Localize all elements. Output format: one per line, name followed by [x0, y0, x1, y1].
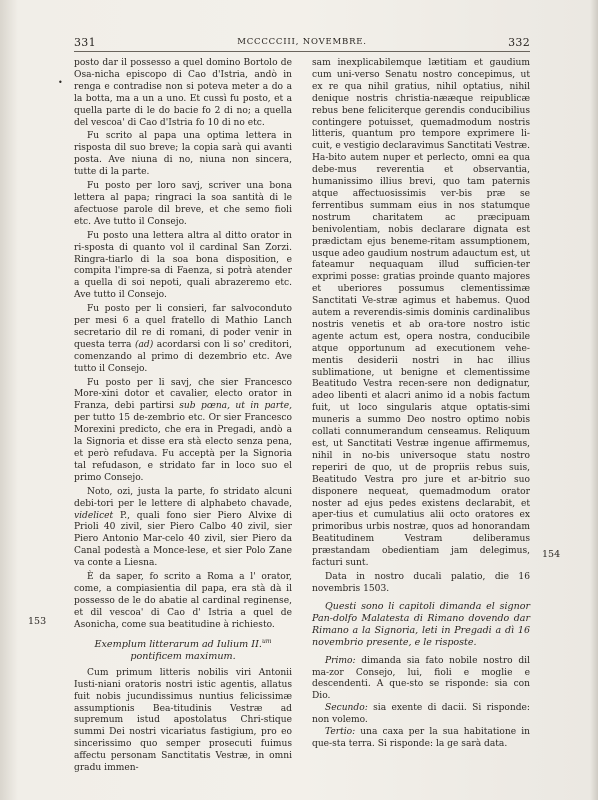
page-header — [74, 36, 530, 50]
paragraph: Fu scrito al papa una optima lettera in risposta dil suo breve; la copia sarà qui avanti posta. Ave niuna di no, niuna non sincera, tutte di la parte. — [74, 131, 292, 178]
page-number-left: 331 — [74, 36, 96, 49]
paragraph: Noto, ozi, justa la parte, fo stridato alcuni debi-tori per le lettere di alphabeto chavade, videlicet P., quali fono sier Piero Alvixe di Prioli 40 zivil, sier Piero Calbo 40 zivil, sier Piero Antonio Mar-celo 40 zivil, sier Piero da Canal podestà a Monce-lese, et sier Polo Zane va conte a Liesna. — [74, 486, 292, 569]
paragraph: Fu posto per li consieri, far salvoconduto per mesi 6 a quel fratello di Mathio Lanch secretario dil re di romani, di poder venir in questa terra (ad) acordarsi con li so' creditori, comenzando al primo di dezembrio etc. Ave tutto il Consejo. — [74, 304, 292, 374]
paragraph: Fu posto per loro savj, scriver una bona lettera al papa; ringraci la soa santità di le afectuose parole dil breve, et che semo fioli etc. Ave tutto il Consejo. — [74, 181, 292, 227]
paragraph: Fu posto una lettera altra al ditto orator in ri-sposta di quanto vol il cardinal San Zorzi. Ringra-tiarlo di la soa bona disposition, e compita l'impre-sa di Faenza, si potrà atender a quella di soi nepoti, quali abrazeremo etc. Ave tutto il Consejo. — [74, 230, 292, 301]
margin-dot: • — [58, 78, 63, 87]
page-number-right: 332 — [508, 36, 530, 49]
paragraph: sam inexplicabilemque lætitiam et gaudium cum uni-verso Senatu nostro concepimus, ut ex re qua nihil gratius, nihil optatius, nihil denique nostris christia-nææque reipublicæ rebus bene feliciterque gerendis conducibilius contingere potuisset, quemadmodum nostris litteris, quantum pro tempore exprimere li-cuit, e vestigio declaravimus Sanctitati Vestræ. Ha-bito autem nuper et perlecto, omni ea qua debe-mus reverentia et observantia, humanissimo illius brevi, quo tam paternis atque affectuosissimis ver-bis præ se ferrentibus summam eius in nos statumque nostrum charitatem ac præcipuam benivolentiam, nobis declarare dignata est prædictam ejus beneme-ritam assumptionem, usque adeo gaudium nostrum adauctum est, ut fateamur nequaquam illud sufficien-ter exprimi posse: gratias proinde quanto majores et uberiores possumus clementissimæ Sanctitati Ve-stræ agimus et habemus. Quod autem a reverendis-simis dominis cardinalibus nostris venetis et ab ora-tore nostro istic agente actum est, opera nostra, conducibile atque opportunum ad executionem vehe-mentis desiderii nostri in hac illius sublimatione, ut benigne et clementissime Beatitudo Vestra recen-sere non dedignatur, adeo libenti et alacri animo id a nobis factum fuit, ut loco singularis atque optatis-simi muneris a summo Deo nostro optimo nobis collati connumerandum censeamus. Reliquum est, ut Sanctitati Vestræ ingenue affirmemus, nihil in no-bis universoque statu nostro reperiri de quo, ut de propriis rebus suis, Beatitudo Vestra pro jure et ar-bitrio suo disponere nequeat, quemadmodum orator noster ad ejus pedes existens declarabit, et aper-tius et cumulatius alii octo oratores ex primoribus urbis nostræ, quos ad honorandam Beatitudinem Vestram deliberamus præstandam obedientiam jam delegimus, facturi sunt. — [312, 58, 530, 569]
paragraph: Fu posto per li savj, che sier Francesco More-xini dotor et cavalier, electo orator in Franza, debi partirsi sub pœna, ut in parte, per tutto 15 de-zembrio etc. Or sier Francesco Morexini predicto, che era in Pregadi, andò a la Signoria et disse era stà electo senza pena, et però refudava. Fu acceptà per la Signoria tal refudason, e stridato far in loco suo el primo Consejo. — [74, 377, 293, 483]
paragraph: Cum primum litteris nobilis viri Antonii Iusti-niani oratoris nostri istic agentis, allatus fuit nobis jucundissimus nuntius felicissimæ assumptionis Bea-titudinis Vestræ ad supremum istud apostolatus Chri-stique summi Dei nostri vicariatus fastigium, pro eo sincerissimo quo semper prosecuti fuimus affectu personam Sanctitatis Vestræ, in omni gradu immen- — [74, 667, 292, 774]
left-column — [74, 58, 292, 775]
paragraph: È da saper, fo scrito a Roma a l' orator, come, a compiasientia dil papa, era stà dà il possesso de le do abatie al cardinal reginense, et dil vescoa' di Cao d' Istria a quel de Asonicha, come sua beatitudine à richiesto. — [74, 572, 292, 630]
section-title: Questi sono li capitoli dimanda el signor Pan-dolfo Malatesta di Rimano dovendo dar Rimano a la Signoria, leti in Pregadi a dì 16 novembrio presente, e le risposte. — [312, 600, 530, 649]
header-rule — [74, 51, 530, 52]
paragraph: Data in nostro ducali palatio, die 16 novembris 1503. — [312, 571, 530, 594]
paragraph: Tertio: una caxa per la sua habitatione in que-sta terra. Si risponde: la ge sarà data. — [312, 727, 530, 749]
section-title: Exemplum litterarum ad Iulium II.$^{um}$ pontificem maximum. — [94, 637, 272, 662]
margin-note-right: 154 — [542, 549, 561, 560]
paragraph: Primo: dimanda sia fato nobile nostro dil ma-zor Consejo, lui, fioli e moglie e descendenti. A que-sto se risponde: sia con Dio. — [312, 655, 530, 702]
right-column — [312, 58, 530, 751]
margin-note-left: 153 — [28, 616, 47, 627]
paragraph: posto dar il possesso a quel domino Bortolo de Osa-nicha episcopo di Cao d'Istria, andò in renga e contradise non si poteva meter a do a la botta, ma a un a uno. Et cussì fu posto, et a quella parte di le do bacie fo 2 di no; a quella del vescoa' di Cao d'Istria fo 10 di no etc. — [74, 58, 292, 128]
running-title: MCCCCCIII, NOVEMBRE. — [237, 37, 367, 47]
paragraph: Secundo: sia exente di dacii. Si risponde: non volemo. — [312, 703, 530, 726]
